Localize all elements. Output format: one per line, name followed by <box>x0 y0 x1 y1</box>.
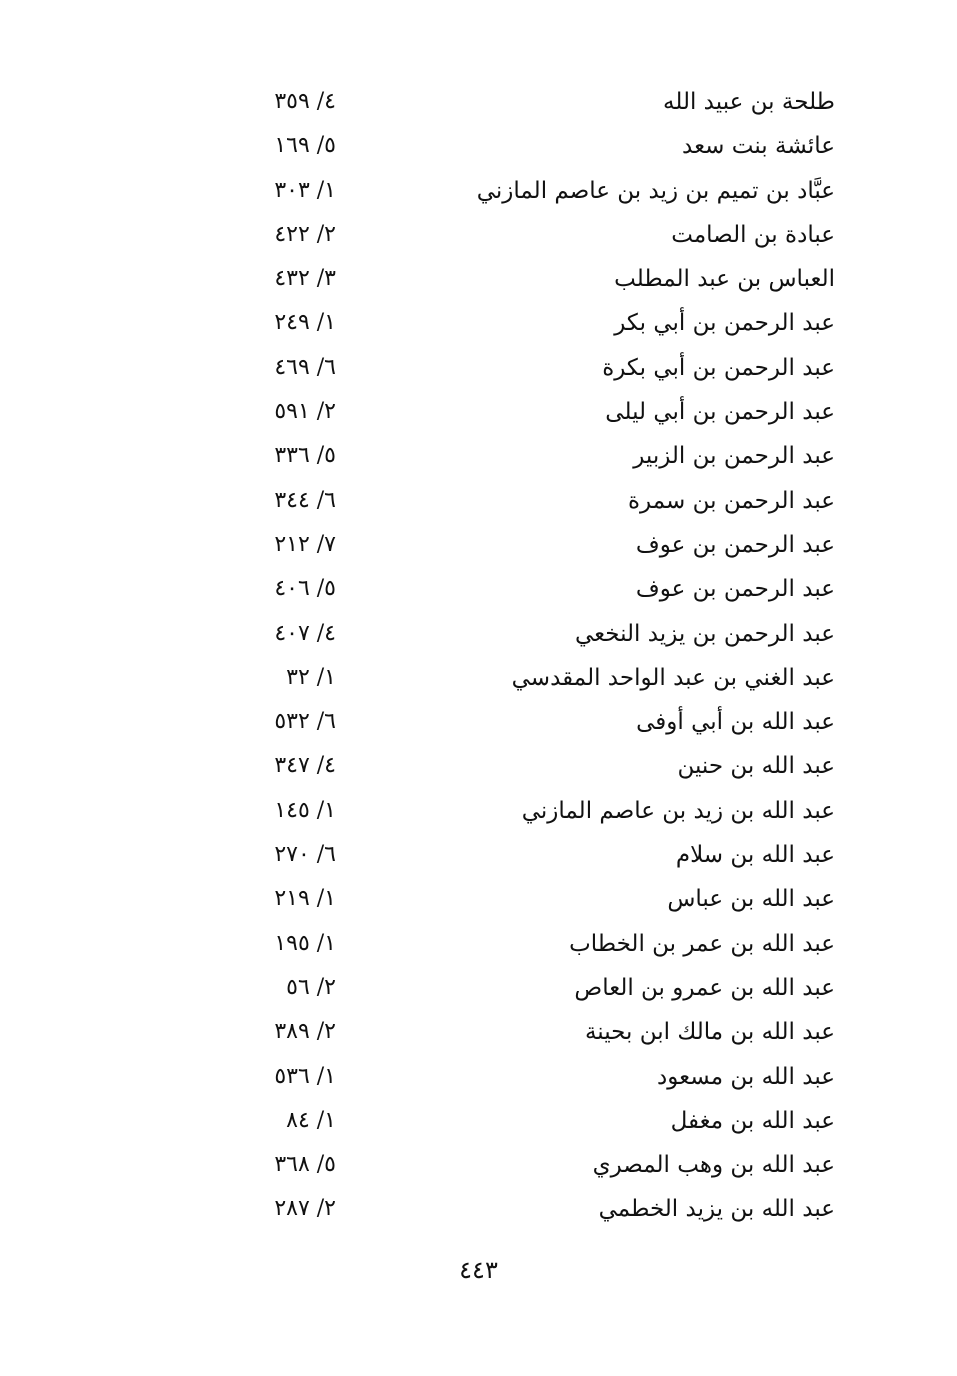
entry-name: عبد الرحمن بن أبي ليلى <box>605 399 835 426</box>
index-entry <box>0 390 957 434</box>
entry-reference: ١/ ٣٢ <box>286 664 336 690</box>
index-entry <box>0 1187 957 1231</box>
entry-reference: ١/ ٣٠٣ <box>274 177 336 203</box>
index-entry <box>0 213 957 257</box>
entry-name: عبد الرحمن بن عوف <box>635 531 835 558</box>
entry-reference: ٤/ ٤٠٧ <box>274 620 336 646</box>
entry-name: العباس بن عبد المطلب <box>614 266 835 293</box>
entry-name: عبد الرحمن بن سمرة <box>628 487 835 514</box>
entry-name: عبد الرحمن بن الزبير <box>633 443 835 470</box>
entry-reference: ١/ ٢٤٩ <box>274 310 336 336</box>
index-entry <box>0 301 957 345</box>
entry-name: عبادة بن الصامت <box>671 221 835 248</box>
index-entry <box>0 80 957 124</box>
entry-reference: ٢/ ٤٢٢ <box>274 221 336 247</box>
index-entry <box>0 656 957 700</box>
entry-name: عبد الله بن عباس <box>667 886 835 913</box>
entry-name: عائشة بنت سعد <box>682 133 835 160</box>
entry-name: طلحة بن عبيد الله <box>663 89 835 115</box>
entry-reference: ١/ ٥٣٦ <box>274 1063 336 1089</box>
index-entry <box>0 434 957 478</box>
index-entry <box>0 1010 957 1054</box>
entry-name: عبد الرحمن بن أبي بكرة <box>602 354 835 381</box>
entry-name: عبد الله بن زيد بن عاصم المازني <box>521 797 835 824</box>
index-entry <box>0 877 957 921</box>
entry-name: عبد الله بن مسعود <box>657 1063 835 1090</box>
entry-name: عبد الله بن أبي أوفى <box>636 709 835 736</box>
entry-reference: ٥/ ٤٠٦ <box>274 576 336 602</box>
entry-reference: ٢/ ٢٨٧ <box>274 1196 336 1222</box>
entry-name: عبد الله بن سلام <box>675 842 835 869</box>
entry-reference: ١/ ٢١٩ <box>274 886 336 912</box>
entry-reference: ١/ ٨٤ <box>286 1107 336 1133</box>
entry-name: عبَّاد بن تميم بن زيد بن عاصم المازني <box>476 177 835 204</box>
entry-reference: ١/ ١٩٥ <box>274 930 336 956</box>
entry-reference: ٥/ ٣٦٨ <box>274 1152 336 1178</box>
entry-reference: ٧/ ٢١٢ <box>274 531 336 557</box>
entry-reference: ٦/ ٥٣٢ <box>274 709 336 735</box>
index-entry <box>0 833 957 877</box>
entry-reference: ٤/ ٣٤٧ <box>274 753 336 779</box>
index-entry <box>0 612 957 656</box>
entry-name: عبد الله بن حنين <box>677 753 835 780</box>
entry-reference: ٦/ ٢٧٠ <box>274 842 336 868</box>
index-entry <box>0 789 957 833</box>
entry-reference: ٣/ ٤٣٢ <box>274 266 336 292</box>
entry-reference: ٢/ ٥٦ <box>286 974 336 1000</box>
entry-reference: ٦/ ٣٤٤ <box>274 487 336 513</box>
entry-name: عبد الرحمن بن أبي بكر <box>614 310 835 337</box>
index-entry <box>0 922 957 966</box>
index-entry <box>0 700 957 744</box>
entry-reference: ٢/ ٣٨٩ <box>274 1019 336 1045</box>
index-entry <box>0 567 957 611</box>
index-entry <box>0 1143 957 1187</box>
index-entry <box>0 1099 957 1143</box>
index-list <box>0 80 957 1232</box>
entry-reference: ٥/ ٣٣٦ <box>274 443 336 469</box>
entry-reference: ١/ ١٤٥ <box>274 797 336 823</box>
index-entry <box>0 257 957 301</box>
entry-reference: ٥/ ١٦٩ <box>274 133 336 159</box>
index-entry <box>0 523 957 567</box>
index-entry <box>0 1055 957 1099</box>
entry-reference: ٦/ ٤٦٩ <box>274 354 336 380</box>
entry-name: عبد الله بن عمرو بن العاص <box>574 974 835 1001</box>
entry-name: عبد الله بن عمر بن الخطاب <box>569 930 835 957</box>
entry-reference: ٢/ ٥٩١ <box>274 399 336 425</box>
entry-name: عبد الرحمن بن يزيد النخعي <box>574 620 835 647</box>
index-entry <box>0 169 957 213</box>
entry-name: عبد الغني بن عبد الواحد المقدسي <box>511 664 835 691</box>
index-entry <box>0 346 957 390</box>
entry-name: عبد الله بن مغفل <box>670 1107 835 1134</box>
index-entry <box>0 124 957 168</box>
index-entry <box>0 744 957 788</box>
entry-name: عبد الله بن يزيد الخطمي <box>598 1196 835 1223</box>
entry-name: عبد الرحمن بن عوف <box>635 576 835 603</box>
page-number: ٤٤٣ <box>459 1256 498 1284</box>
entry-name: عبد الله بن مالك ابن بحينة <box>584 1019 835 1046</box>
index-entry <box>0 479 957 523</box>
entry-name: عبد الله بن وهب المصري <box>592 1152 835 1179</box>
entry-reference: ٤/ ٣٥٩ <box>274 89 336 114</box>
index-entry <box>0 966 957 1010</box>
